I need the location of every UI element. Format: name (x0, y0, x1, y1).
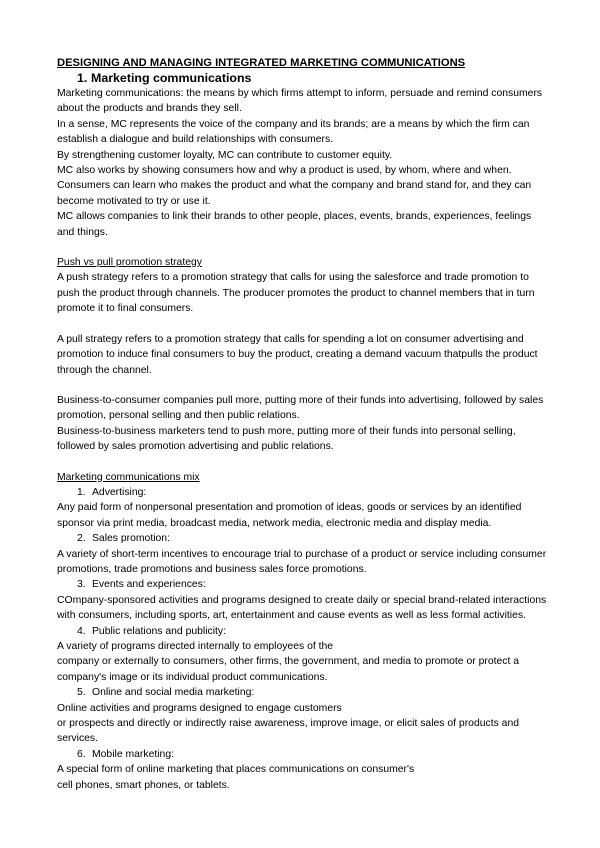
intro-paragraph: By strengthening customer loyalty, MC can contribute to customer equity. (57, 149, 393, 161)
mix-item-label: 4. Public relations and publicity: (77, 625, 226, 637)
intro-paragraph: MC also works by showing consumers how and why a product is used, by whom, where and when. (57, 165, 512, 177)
section-heading (77, 71, 547, 86)
b2b-paragraph: Business-to-business marketers tend to push more, putting more of their funds into personal selling, followed by sales promotion advertising and public relations. (57, 425, 516, 453)
document-title: DESIGNING AND MANAGING INTEGRATED MARKETING COMMUNICATIONS (57, 57, 466, 69)
mix-item-description-line: cell phones, smart phones, or tablets. (57, 779, 230, 791)
mix-item-label: 3. Events and experiences: (77, 579, 206, 591)
mix-item-description-line: A variety of programs directed internally to employees of the (57, 641, 334, 652)
b2c-paragraph: Business-to-consumer companies pull more, putting more of their funds into advertising, followed by sales promotion, personal selling and then public relations. (57, 394, 544, 422)
mix-item-label: 5. Online and social media marketing: (77, 687, 255, 699)
section-number: 1. (77, 71, 88, 85)
intro-paragraph: Consumers can learn who makes the product and what the company and brand stand for, and they can become motivated to try or use it. (57, 180, 532, 207)
push-strategy-paragraph: A push strategy refers to a promotion strategy that calls for using the salesforce and trade promotion to push the product through channels. The producer promotes the product to channel members that in turn promote it to final consumers. (57, 272, 535, 315)
intro-paragraph: In a sense, MC represents the voice of the company and its brands; are a means by which the firm can establish a dialogue and build relationships with consumers. (57, 118, 530, 146)
subheading-push-pull: Push vs pull promotion strategy (57, 257, 202, 269)
mix-item-description-line: or prospects and directly or indirectly raise awareness, improve image, or elicit sales of products and services. (57, 718, 520, 745)
mix-item-label: 6. Mobile marketing: (77, 748, 175, 760)
mix-item-description: A variety of short-term incentives to encourage trial to purchase of a product or service including consumer promotions, trade promotions and business sales force promotions. (57, 548, 547, 575)
document-page (57, 56, 547, 793)
mix-item-label: 2. Sales promotion: (77, 533, 170, 545)
mix-item-description-line: A special form of online marketing that places communications on consumer's (57, 764, 415, 776)
mix-item-label: 1. Advertising: (77, 486, 147, 498)
mix-item-description-line: company or externally to consumers, other firms, the government, and media to promote or protect a company's image or its individual product communications. (57, 656, 520, 683)
intro-paragraph: Marketing communications: the means by which firms attempt to inform, persuade and remind consumers about the products and brands they sell. (57, 88, 543, 115)
section-heading-text: Marketing communications (91, 71, 252, 85)
mix-item-description: Any paid form of nonpersonal presentation and promotion of ideas, goods or services by an identified sponsor via print media, broadcast media, network media, electronic media and display media. (57, 502, 522, 529)
intro-paragraph: MC allows companies to link their brands to other people, places, events, brands, experiences, feelings and things. (57, 211, 532, 238)
subheading-mix: Marketing communications mix (57, 471, 200, 483)
mix-item-description: COmpany-sponsored activities and programs designed to create daily or special brand-related interactions with consumers, including sports, art, entertainment and cause events as well as less formal activities. (57, 594, 547, 622)
mix-item-description-line: Online activities and programs designed to engage customers (57, 702, 342, 714)
pull-strategy-paragraph: A pull strategy refers to a promotion strategy that calls for spending a lot on consumer advertising and promotion to induce final consumers to buy the product, creating a demand vacuum thatpulls the product through the channel. (57, 333, 538, 376)
